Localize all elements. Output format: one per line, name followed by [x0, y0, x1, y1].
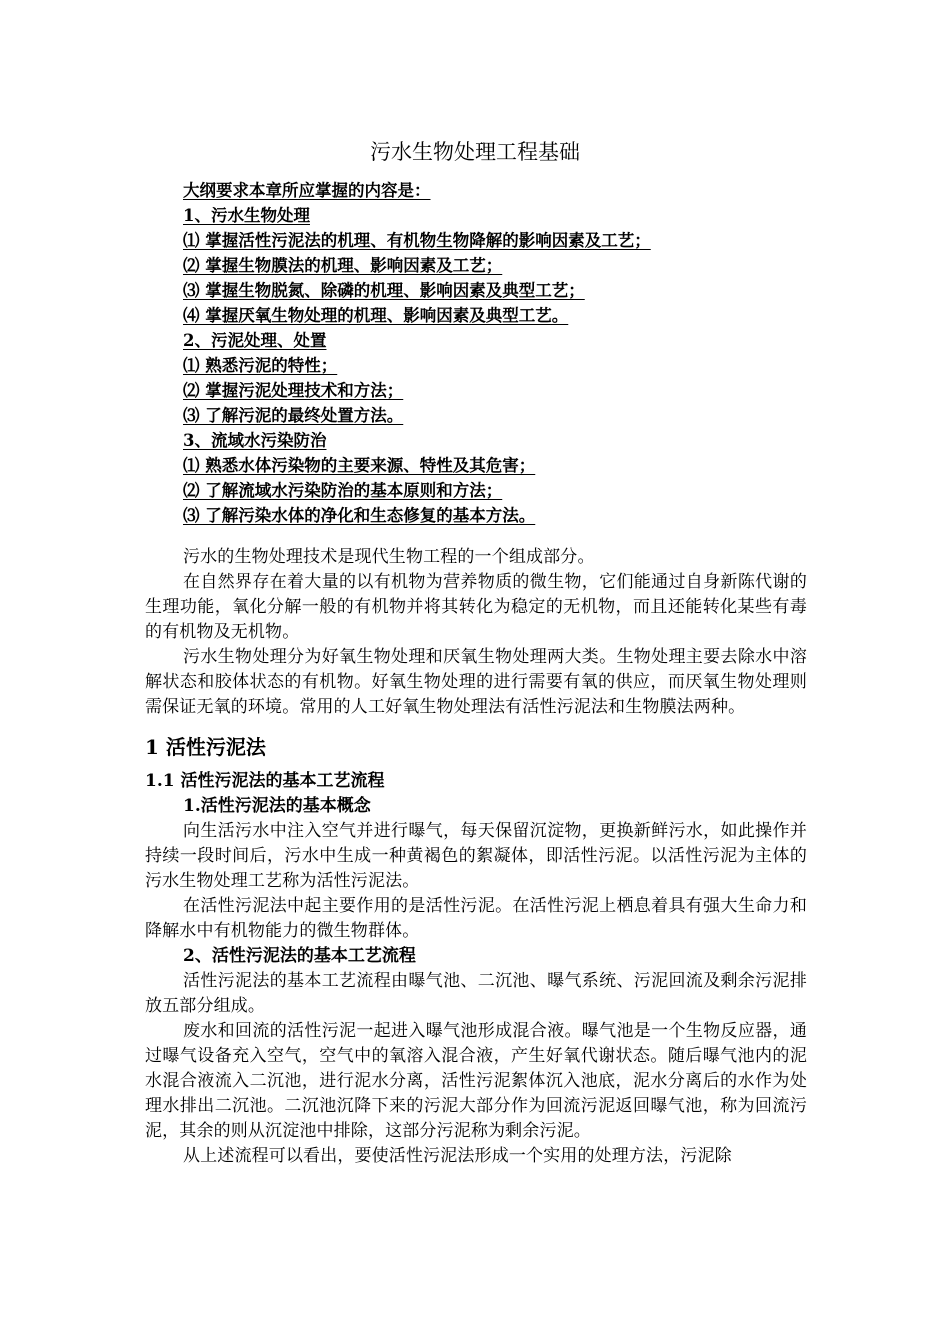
intro-paragraph: 污水的生物处理技术是现代生物工程的一个组成部分。: [183, 547, 595, 567]
outline-item: ⑶ 了解污染水体的净化和生态修复的基本方法。: [183, 506, 536, 525]
body-paragraph: 在活性污泥法中起主要作用的是活性污泥。在活性污泥上栖息着具有强大生命力和降解水中有机物能力的微生物群体。: [145, 896, 807, 941]
outline-item: ⑷ 掌握厌氧生物处理的机理、影响因素及典型工艺。: [183, 306, 569, 325]
outline-item: ⑵ 掌握生物膜法的机理、影响因素及工艺；: [183, 256, 503, 275]
outline-item: 2、污泥处理、处置: [183, 331, 327, 350]
outline-heading: 大纲要求本章所应掌握的内容是：: [183, 181, 431, 200]
document-body: [145, 545, 807, 1169]
outline-item: ⑶ 了解污泥的最终处置方法。: [183, 406, 404, 425]
intro-paragraph: 污水生物处理分为好氧生物处理和厌氧生物处理两大类。生物处理主要去除水中溶解状态和胶体状态的有机物。好氧生物处理的进行需要有氧的供应，而厌氧生物处理则需保证无氧的环境。常用的人工好氧生物处理法有活性污泥法和生物膜法两种。: [145, 647, 807, 717]
syllabus-outline: [183, 178, 743, 528]
outline-item: ⑵ 掌握污泥处理技术和方法；: [183, 381, 404, 400]
body-paragraph: 活性污泥法的基本工艺流程由曝气池、二沉池、曝气系统、污泥回流及剩余污泥排放五部分组成。: [145, 971, 807, 1016]
outline-item: 1、污水生物处理: [183, 206, 310, 225]
document-title: 污水生物处理工程基础: [370, 140, 580, 164]
subsection-heading: 1.1 活性污泥法的基本工艺流程: [145, 771, 385, 791]
outline-item: ⑴ 熟悉污泥的特性；: [183, 356, 338, 375]
outline-item: ⑵ 了解流域水污染防治的基本原则和方法；: [183, 481, 503, 500]
outline-item: ⑴ 熟悉水体污染物的主要来源、特性及其危害；: [183, 456, 536, 475]
outline-item: ⑴ 掌握活性污泥法的机理、有机物生物降解的影响因素及工艺；: [183, 231, 651, 250]
body-paragraph: 废水和回流的活性污泥一起进入曝气池形成混合液。曝气池是一个生物反应器，通过曝气设备充入空气，空气中的氧溶入混合液，产生好氧代谢状态。随后曝气池内的泥水混合液流入二沉池，进行泥水分离，活性污泥絮体沉入池底，泥水分离后的水作为处理水排出二沉池。二沉池沉降下来的污泥大部分作为回流污泥返回曝气池，称为回流污泥，其余的则从沉淀池中排除，这部分污泥称为剩余污泥。: [145, 1021, 807, 1141]
body-paragraph: 从上述流程可以看出，要使活性污泥法形成一个实用的处理方法，污泥除: [183, 1146, 732, 1166]
section-heading: 1 活性污泥法: [145, 735, 266, 759]
part-heading: 1.活性污泥法的基本概念: [183, 796, 371, 816]
outline-item: ⑶ 掌握生物脱氮、除磷的机理、影响因素及典型工艺；: [183, 281, 585, 300]
part-heading: 2、活性污泥法的基本工艺流程: [183, 946, 416, 966]
body-paragraph: 向生活污水中注入空气并进行曝气，每天保留沉淀物，更换新鲜污水，如此操作并持续一段时间后，污水中生成一种黄褐色的絮凝体，即活性污泥。以活性污泥为主体的污水生物处理工艺称为活性污泥法。: [145, 821, 807, 891]
outline-item: 3、流域水污染防治: [183, 431, 327, 450]
intro-paragraph: 在自然界存在着大量的以有机物为营养物质的微生物，它们能通过自身新陈代谢的生理功能，氧化分解一般的有机物并将其转化为稳定的无机物，而且还能转化某些有毒的有机物及无机物。: [145, 572, 807, 642]
